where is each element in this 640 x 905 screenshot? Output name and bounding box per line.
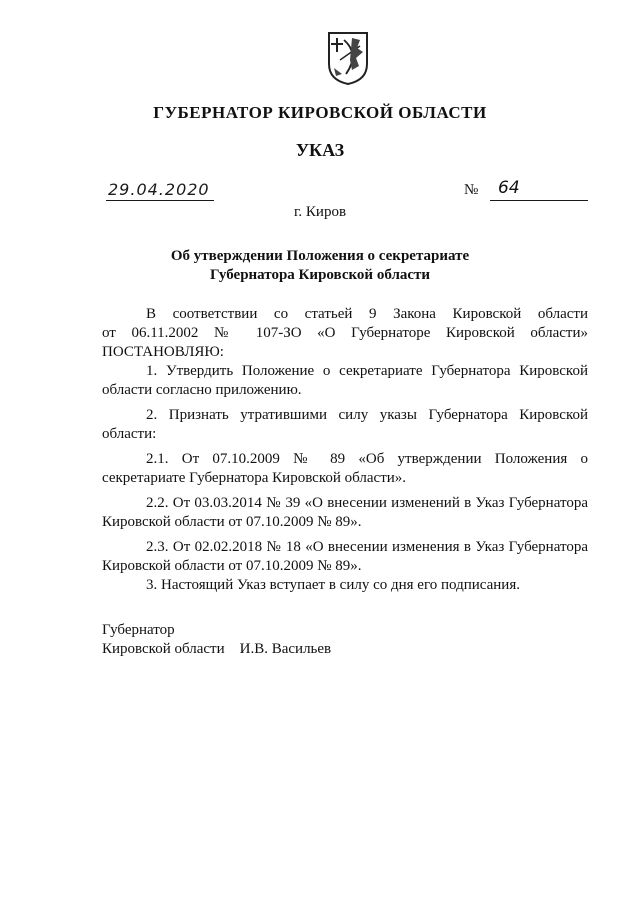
signatory-position-1: Губернатор bbox=[102, 622, 175, 638]
coat-of-arms-emblem bbox=[326, 30, 370, 86]
signatory-position-2 bbox=[102, 640, 331, 659]
handwritten-number: 64 bbox=[498, 178, 520, 198]
preamble-line-2: от 06.11.2002 № 107-ЗО «О Губернаторе Кировской области» bbox=[102, 325, 588, 341]
number-label: № bbox=[464, 182, 479, 198]
title-line-2: Губернатора Кировской области bbox=[209, 267, 431, 283]
signatory-name: И.В. Васильев bbox=[239, 641, 332, 657]
issuing-authority: ГУБЕРНАТОР КИРОВСКОЙ ОБЛАСТИ bbox=[153, 103, 487, 122]
decree-word: ПОСТАНОВЛЯЮ: bbox=[102, 344, 224, 360]
item-2: 2. Признать утратившими силу указы Губернатора Кировской области: bbox=[102, 407, 588, 442]
handwritten-date: 29.04.2020 bbox=[106, 180, 214, 201]
document-title bbox=[0, 247, 640, 285]
signature-block bbox=[102, 621, 331, 659]
number-field bbox=[490, 180, 588, 201]
item-3: 3. Настоящий Указ вступает в силу со дня его подписания. bbox=[146, 577, 520, 593]
title-line-1: Об утверждении Положения о секретариате bbox=[170, 248, 470, 264]
document-type: УКАЗ bbox=[295, 140, 345, 160]
item-2-1: 2.1. От 07.10.2009 № 89 «Об утверждении Положения о секретариате Губернатора Кировской области». bbox=[102, 451, 588, 486]
item-2-3: 2.3. От 02.02.2018 № 18 «О внесении изменения в Указ Губернатора Кировской области от 07.10.2009 № 89». bbox=[102, 539, 588, 574]
preamble-line-1: В соответствии со статьей 9 Закона Кировской области bbox=[146, 306, 588, 322]
signatory-region: Кировской области bbox=[102, 641, 225, 657]
item-1: 1. Утвердить Положение о секретариате Губернатора Кировской области согласно приложению. bbox=[102, 363, 588, 398]
item-2-2: 2.2. От 03.03.2014 № 39 «О внесении изменений в Указ Губернатора Кировской области от 07.10.2009 № 89». bbox=[102, 495, 588, 530]
document-body bbox=[102, 305, 588, 595]
city-line: г. Киров bbox=[293, 204, 347, 220]
